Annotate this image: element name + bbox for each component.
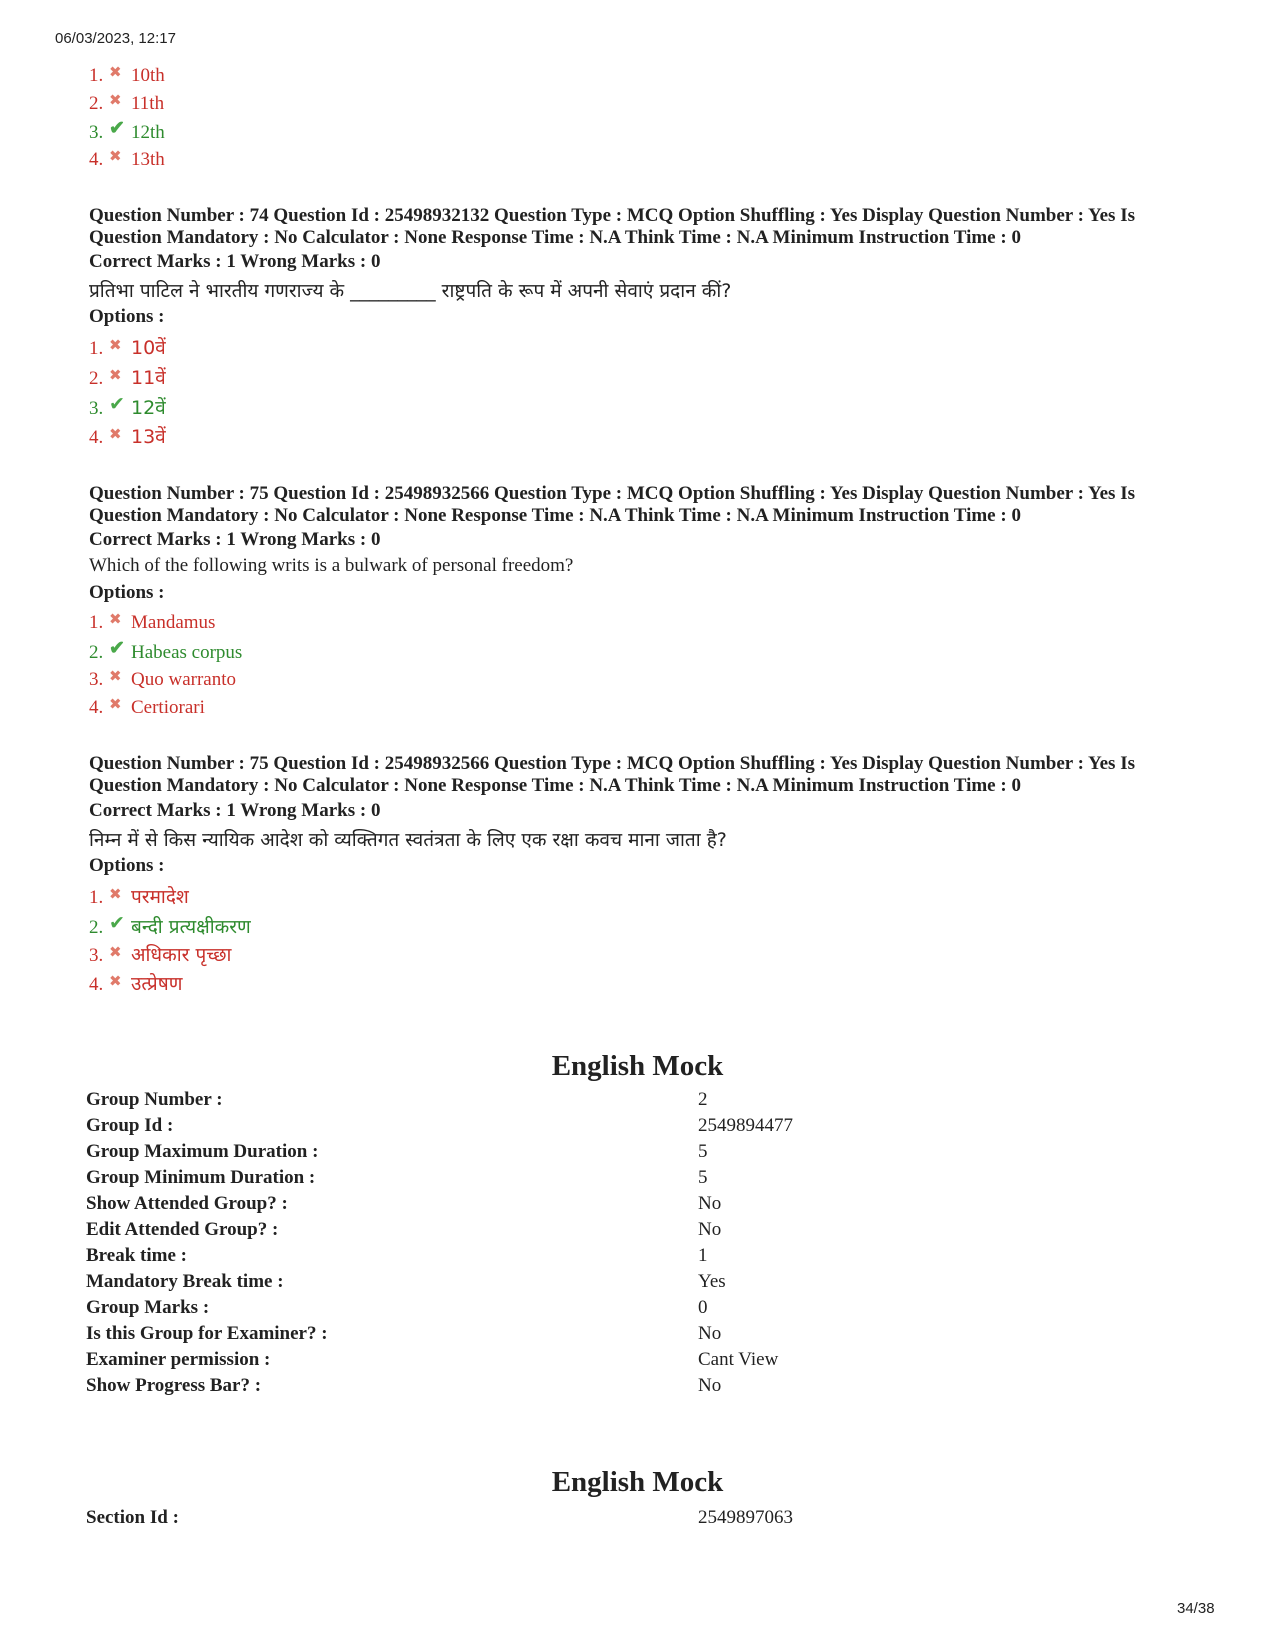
- group-row-label: Show Attended Group? :: [86, 1193, 288, 1214]
- check-icon: ✔: [109, 912, 125, 934]
- cross-icon: ✖: [109, 65, 122, 81]
- question-meta-line: Question Number : 75 Question Id : 25498932566 Question Type : MCQ Option Shuffling : Yes Display Question Number : Yes Is: [89, 753, 1135, 774]
- prev-option-4: 4. ✖ 13th: [89, 146, 165, 171]
- group-row-value: No: [698, 1375, 722, 1396]
- cross-icon: ✖: [109, 425, 122, 443]
- option-item: 4. ✖ Certiorari: [89, 694, 205, 719]
- page-number: 34/38: [1177, 1600, 1215, 1617]
- group-row-value: Cant View: [698, 1349, 779, 1370]
- check-icon: ✔: [109, 118, 125, 139]
- print-timestamp: 06/03/2023, 12:17: [55, 30, 176, 47]
- question-meta-line: Question Number : 75 Question Id : 25498932566 Question Type : MCQ Option Shuffling : Yes Display Question Number : Yes Is: [89, 483, 1135, 504]
- option-item: 1. ✖ Mandamus: [89, 609, 215, 634]
- group-row-value: 0: [698, 1297, 708, 1318]
- question-marks: Correct Marks : 1 Wrong Marks : 0: [89, 251, 381, 272]
- option-item: 2. ✔ Habeas corpus: [89, 638, 243, 663]
- group-row-label: Examiner permission :: [86, 1349, 271, 1370]
- cross-icon: ✖: [109, 972, 122, 990]
- group-row-label: Group Id :: [86, 1115, 174, 1136]
- cross-icon: ✖: [109, 697, 122, 713]
- cross-icon: ✖: [109, 669, 122, 685]
- group-row-value: 2549894477: [698, 1115, 793, 1136]
- options-label: Options :: [89, 855, 165, 876]
- section-row-label: Section Id :: [86, 1507, 179, 1528]
- group-row-label: Is this Group for Examiner? :: [86, 1323, 328, 1344]
- option-item: 4. ✖ 13वें: [89, 425, 166, 448]
- prev-option-3: 3. ✔ 12th: [89, 118, 165, 143]
- group-row-label: Mandatory Break time :: [86, 1271, 284, 1292]
- cross-icon: ✖: [109, 93, 122, 109]
- group-heading: English Mock: [551, 1050, 724, 1082]
- section-heading: English Mock: [551, 1466, 724, 1498]
- group-row-label: Edit Attended Group? :: [86, 1219, 279, 1240]
- question-meta-line: Question Mandatory : No Calculator : None Response Time : N.A Think Time : N.A Minimum Instruction Time : 0: [89, 775, 1021, 796]
- group-row-label: Break time :: [86, 1245, 187, 1266]
- check-icon: ✔: [109, 393, 125, 415]
- section-row-value: 2549897063: [698, 1507, 793, 1528]
- option-item: 1. ✖ परमादेश: [89, 885, 189, 908]
- question-meta: [89, 753, 1209, 797]
- option-item: 1. ✖ 10वें: [89, 336, 166, 359]
- options-label: Options :: [89, 582, 165, 603]
- check-icon: ✔: [109, 638, 125, 659]
- cross-icon: ✖: [109, 885, 122, 903]
- cross-icon: ✖: [109, 336, 122, 354]
- question-marks: Correct Marks : 1 Wrong Marks : 0: [89, 800, 381, 821]
- option-item: 3. ✖ Quo warranto: [89, 666, 236, 691]
- option-item: 2. ✖ 11वें: [89, 366, 166, 389]
- question-meta-line: Question Mandatory : No Calculator : None Response Time : N.A Think Time : N.A Minimum Instruction Time : 0: [89, 505, 1021, 526]
- question-text: Which of the following writs is a bulwark of personal freedom?: [89, 555, 574, 576]
- question-text: निम्न में से किस न्यायिक आदेश को व्यक्तिगत स्वतंत्रता के लिए एक रक्षा कवच माना जाता है?: [89, 829, 727, 851]
- question-meta: [89, 205, 1209, 249]
- question-meta: [89, 483, 1209, 527]
- cross-icon: ✖: [109, 149, 122, 165]
- group-row-label: Group Minimum Duration :: [86, 1167, 316, 1188]
- option-item: 3. ✖ अधिकार पृच्छा: [89, 943, 232, 966]
- cross-icon: ✖: [109, 943, 122, 961]
- group-row-value: Yes: [698, 1271, 726, 1292]
- option-item: 4. ✖ उत्प्रेषण: [89, 972, 183, 995]
- question-text: प्रतिभा पाटिल ने भारतीय गणराज्य के _________ राष्ट्रपति के रूप में अपनी सेवाएं प्रदान कीं?: [89, 280, 732, 302]
- option-item: 2. ✔ बन्दी प्रत्यक्षीकरण: [89, 912, 251, 938]
- prev-option-2: 2. ✖ 11th: [89, 90, 164, 115]
- cross-icon: ✖: [109, 366, 122, 384]
- group-row-value: 1: [698, 1245, 708, 1266]
- prev-option-1: 1. ✖ 10th: [89, 62, 165, 87]
- group-row-value: No: [698, 1193, 722, 1214]
- group-row-label: Show Progress Bar? :: [86, 1375, 262, 1396]
- cross-icon: ✖: [109, 612, 122, 628]
- group-row-label: Group Maximum Duration :: [86, 1141, 319, 1162]
- group-row-label: Group Marks :: [86, 1297, 210, 1318]
- group-row-value: 2: [698, 1089, 708, 1110]
- question-marks: Correct Marks : 1 Wrong Marks : 0: [89, 529, 381, 550]
- question-meta-line: Question Mandatory : No Calculator : None Response Time : N.A Think Time : N.A Minimum Instruction Time : 0: [89, 227, 1021, 248]
- options-label: Options :: [89, 306, 165, 327]
- group-row-value: No: [698, 1323, 722, 1344]
- group-row-value: 5: [698, 1141, 708, 1162]
- question-meta-line: Question Number : 74 Question Id : 25498932132 Question Type : MCQ Option Shuffling : Yes Display Question Number : Yes Is: [89, 205, 1135, 226]
- group-row-label: Group Number :: [86, 1089, 223, 1110]
- option-item: 3. ✔ 12वें: [89, 393, 166, 419]
- group-row-value: 5: [698, 1167, 708, 1188]
- group-row-value: No: [698, 1219, 722, 1240]
